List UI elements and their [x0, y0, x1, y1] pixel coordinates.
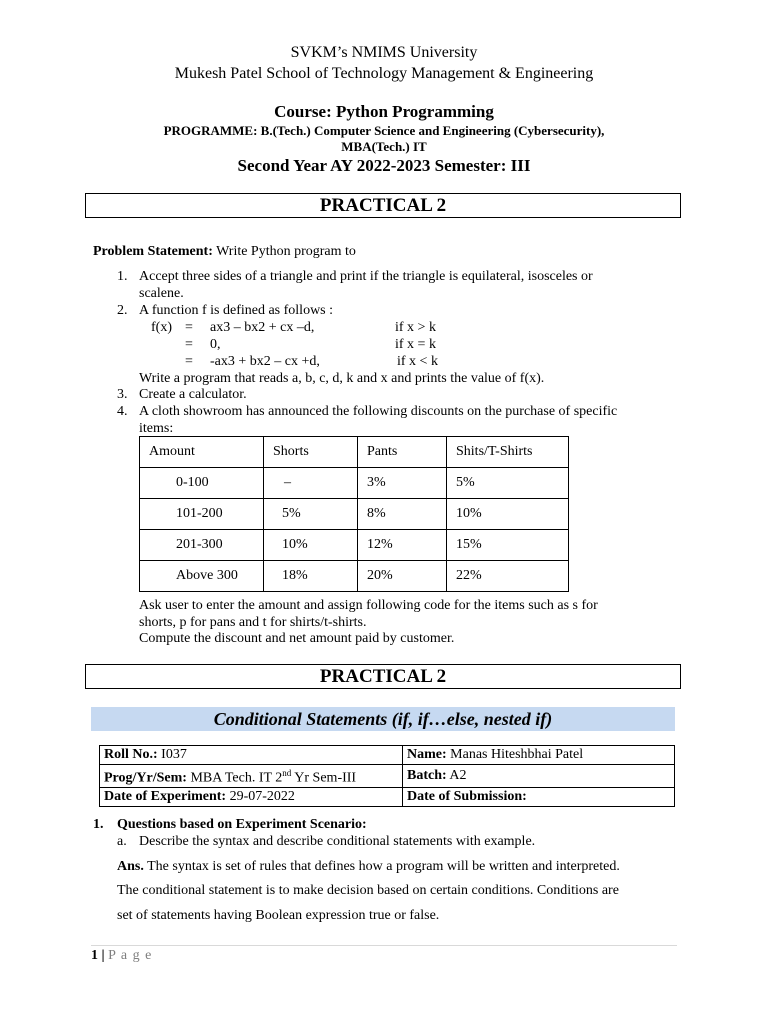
list-number: 4.: [117, 404, 128, 419]
table-cell: 12%: [358, 530, 447, 561]
table-cell: Above 300: [140, 561, 264, 592]
table-row: [140, 530, 569, 561]
course-title: Course: Python Programming: [274, 102, 494, 121]
batch-cell: [403, 765, 675, 788]
university-name: SVKM’s NMIMS University: [290, 44, 478, 61]
table-cell: 3%: [358, 468, 447, 499]
answer-line-3: set of statements having Boolean expression true or false.: [117, 908, 440, 923]
batch-label: Batch:: [407, 767, 447, 783]
practical-title-box: PRACTICAL 2: [85, 193, 681, 218]
table-header: Shorts: [264, 437, 358, 468]
function-eq: =: [185, 320, 193, 335]
prog-cell: [100, 765, 403, 788]
table-row: [100, 746, 675, 765]
table-cell: 10%: [447, 499, 569, 530]
roll-value: I037: [161, 747, 187, 762]
name-value: Manas Hiteshbhai Patel: [450, 747, 584, 762]
discount-table: [139, 436, 569, 592]
problem-label: Problem Statement:: [93, 244, 213, 259]
roll-label: Roll No.:: [104, 747, 158, 762]
doe-label: Date of Experiment:: [104, 788, 227, 804]
function-expr: -ax3 + bx2 – cx +d,: [210, 354, 320, 369]
sub-a-text: Describe the syntax and describe conditional statements with example.: [139, 834, 536, 849]
list-number: 2.: [117, 303, 128, 318]
dos-cell: [403, 787, 675, 806]
table-header-row: [140, 437, 569, 468]
table-cell: 0-100: [140, 468, 264, 499]
list-text: Accept three sides of a triangle and print if the triangle is equilateral, isosceles or: [139, 269, 593, 284]
function-cond: if x = k: [395, 337, 436, 352]
academic-year: Second Year AY 2022-2023 Semester: III: [237, 156, 531, 175]
table-cell: 20%: [358, 561, 447, 592]
table-header: Amount: [140, 437, 264, 468]
dos-label: Date of Submission:: [407, 788, 527, 804]
table-row: [140, 468, 569, 499]
table-cell: 5%: [447, 468, 569, 499]
answer-label: Ans.: [117, 859, 144, 874]
questions-heading: Questions based on Experiment Scenario:: [117, 817, 367, 832]
sub-a-label: a.: [117, 834, 127, 849]
list-text: A cloth showroom has announced the following discounts on the purchase of specific: [139, 404, 618, 419]
programme-line-1: PROGRAMME: B.(Tech.) Computer Science and Engineering (Cybersecurity),: [163, 123, 605, 138]
page-footer: [91, 947, 152, 964]
function-expr: ax3 – bx2 + cx –d,: [210, 320, 315, 335]
list-text: scalene.: [139, 286, 184, 301]
list-number: 1.: [117, 269, 128, 284]
topic-banner: Conditional Statements (if, if…else, nested if): [91, 707, 675, 731]
problem-intro: Write Python program to: [216, 244, 356, 259]
doe-cell: [100, 787, 403, 806]
table-header: Shits/T-Shirts: [447, 437, 569, 468]
roll-cell: [100, 746, 403, 765]
table-cell: 18%: [264, 561, 358, 592]
prog-superscript: nd: [282, 768, 292, 778]
answer-line-1: [117, 858, 677, 875]
student-info-table: [99, 745, 675, 807]
list-text: Create a calculator.: [139, 387, 247, 402]
function-eq: =: [185, 354, 193, 369]
table-row: [100, 765, 675, 788]
function-lhs: f(x): [151, 320, 172, 335]
table-cell: 8%: [358, 499, 447, 530]
table-cell: 101-200: [140, 499, 264, 530]
name-label: Name:: [407, 747, 447, 762]
page-word: P a g e: [108, 948, 153, 963]
questions-number: 1.: [93, 817, 104, 832]
table-cell: 22%: [447, 561, 569, 592]
table-row: [100, 787, 675, 806]
table-row: [140, 561, 569, 592]
after-table-line: Compute the discount and net amount paid by customer.: [139, 631, 455, 646]
school-name: Mukesh Patel School of Technology Management & Engineering: [174, 65, 594, 82]
footer-divider: [91, 945, 677, 946]
doe-value: 29-07-2022: [229, 788, 295, 804]
answer-line-2: The conditional statement is to make decision based on certain conditions. Conditions are: [117, 883, 619, 898]
after-table-line: shorts, p for pans and t for shirts/t-shirts.: [139, 615, 367, 630]
list-text: A function f is defined as follows :: [139, 303, 334, 318]
function-cond: if x > k: [395, 320, 436, 335]
after-table-line: Ask user to enter the amount and assign following code for the items such as s for: [139, 598, 598, 613]
answer-text: The syntax is set of rules that defines how a program will be written and interpreted.: [147, 859, 620, 874]
table-header: Pants: [358, 437, 447, 468]
table-cell: 10%: [264, 530, 358, 561]
list-text: items:: [139, 421, 174, 436]
prog-label: Prog/Yr/Sem:: [104, 770, 187, 786]
table-cell: 201-300: [140, 530, 264, 561]
table-row: [140, 499, 569, 530]
page-separator: |: [101, 948, 105, 963]
practical-title-box-2: PRACTICAL 2: [85, 664, 681, 689]
function-expr: 0,: [210, 337, 221, 352]
name-cell: [403, 746, 675, 765]
table-cell: 5%: [264, 499, 358, 530]
prog-value: MBA Tech. IT 2: [190, 770, 283, 786]
programme-line-2: MBA(Tech.) IT: [341, 139, 427, 154]
table-cell: –: [264, 468, 358, 499]
table-cell: 15%: [447, 530, 569, 561]
list-number: 3.: [117, 387, 128, 402]
batch-value: A2: [449, 767, 467, 783]
prog-value-rest: Yr Sem-III: [291, 770, 357, 786]
problem-statement: [93, 243, 356, 260]
function-note: Write a program that reads a, b, c, d, k and x and prints the value of f(x).: [139, 371, 545, 386]
function-eq: =: [185, 337, 193, 352]
function-cond: if x < k: [397, 354, 438, 369]
page-number: 1: [91, 948, 98, 963]
